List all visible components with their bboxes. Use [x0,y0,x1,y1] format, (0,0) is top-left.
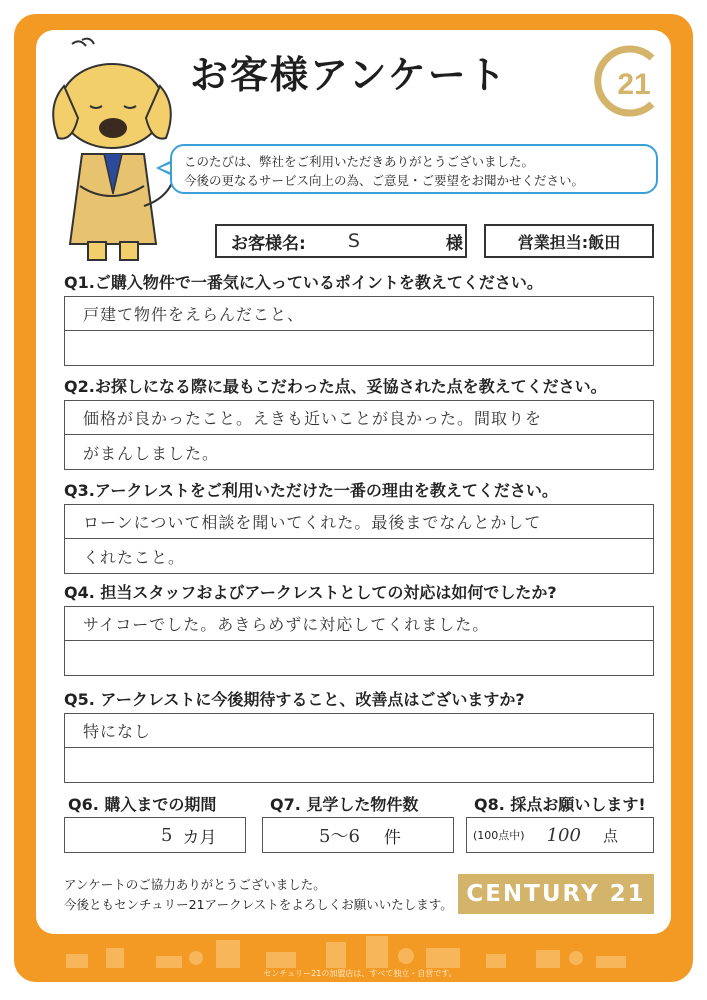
thanks-message [64,875,453,915]
answer-box-4 [64,606,654,676]
greeting-line-2: 今後の更なるサービス向上の為、ご意見・ご要望をお聞かせください。 [184,173,585,188]
answer-box-2 [64,400,654,470]
customer-name-value[interactable]: S [347,230,360,252]
customer-name-box [215,224,467,258]
honorific: 様 [445,233,463,254]
q7-value: 5〜6 [319,826,360,847]
thanks-line-1: アンケートのご協力ありがとうございました。 [64,877,326,892]
century21-badge: CENTURY 21 [458,874,654,914]
q6-unit: カ月 [182,827,217,848]
answer-box-8[interactable] [466,817,654,853]
answer-box-5 [64,713,654,783]
question-5: Q5. アークレストに今後期待すること、改善点はございますか? [64,690,525,709]
greeting-line-1: このたびは、弊社をご利用いただきありがとうございました。 [184,154,535,169]
answer-3-line-1[interactable]: ローンについて相談を聞いてくれた。最後までなんとかして [65,505,653,539]
answer-1-line-1[interactable]: 戸建て物件をえらんだこと、 [65,297,653,331]
logo-number: 21 [617,68,651,101]
question-3: Q3.アークレストをご利用いただけた一番の理由を教えてください。 [64,481,558,500]
customer-name-label: お客様名: [231,233,306,254]
answer-4-line-2[interactable] [65,641,653,675]
fineprint: センチュリー21の加盟店は、すべて独立・自営です。 [263,969,457,978]
answer-box-6[interactable] [64,817,246,853]
answer-box-1 [64,296,654,366]
answer-3-line-2[interactable]: くれたこと。 [83,547,186,567]
page-title: お客様アンケート [190,53,508,97]
question-4: Q4. 担当スタッフおよびアークレストとしての対応は如何でしたか? [64,583,557,602]
question-8: Q8. 採点お願いします! [474,795,646,814]
answer-1-line-2[interactable] [65,331,653,365]
question-2: Q2.お探しになる際に最もこだわった点、妥協された点を教えてください。 [64,377,607,396]
question-1: Q1.ご購入物件で一番気に入っているポイントを教えてください。 [64,273,543,292]
staff-box: 営業担当:飯田 [484,224,654,258]
question-7: Q7. 見学した物件数 [270,795,419,814]
q8-value: 100 [546,824,581,846]
answer-box-3 [64,504,654,574]
q8-unit: 点 [602,826,618,845]
q7-unit: 件 [383,827,401,848]
q8-prefix: (100点中) [473,829,525,842]
answer-box-7[interactable] [262,817,454,853]
answer-5-line-1[interactable]: 特になし [65,714,653,748]
answer-5-line-2[interactable] [65,748,653,782]
q6-value: 5 [161,824,173,846]
question-6: Q6. 購入までの期間 [68,795,217,814]
answer-4-line-1[interactable]: サイコーでした。あきらめずに対応してくれました。 [65,607,653,641]
thanks-line-2: 今後ともセンチュリー21アークレストをよろしくお願いいたします。 [64,897,453,912]
century21-emblem-icon [590,42,668,120]
answer-2-line-1[interactable]: 価格が良かったこと。えきも近いことが良かった。間取りを [65,401,653,435]
greeting-bubble [170,144,658,194]
answer-2-line-2[interactable]: がまんしました。 [83,443,220,463]
dog-mascot-icon [42,36,182,266]
